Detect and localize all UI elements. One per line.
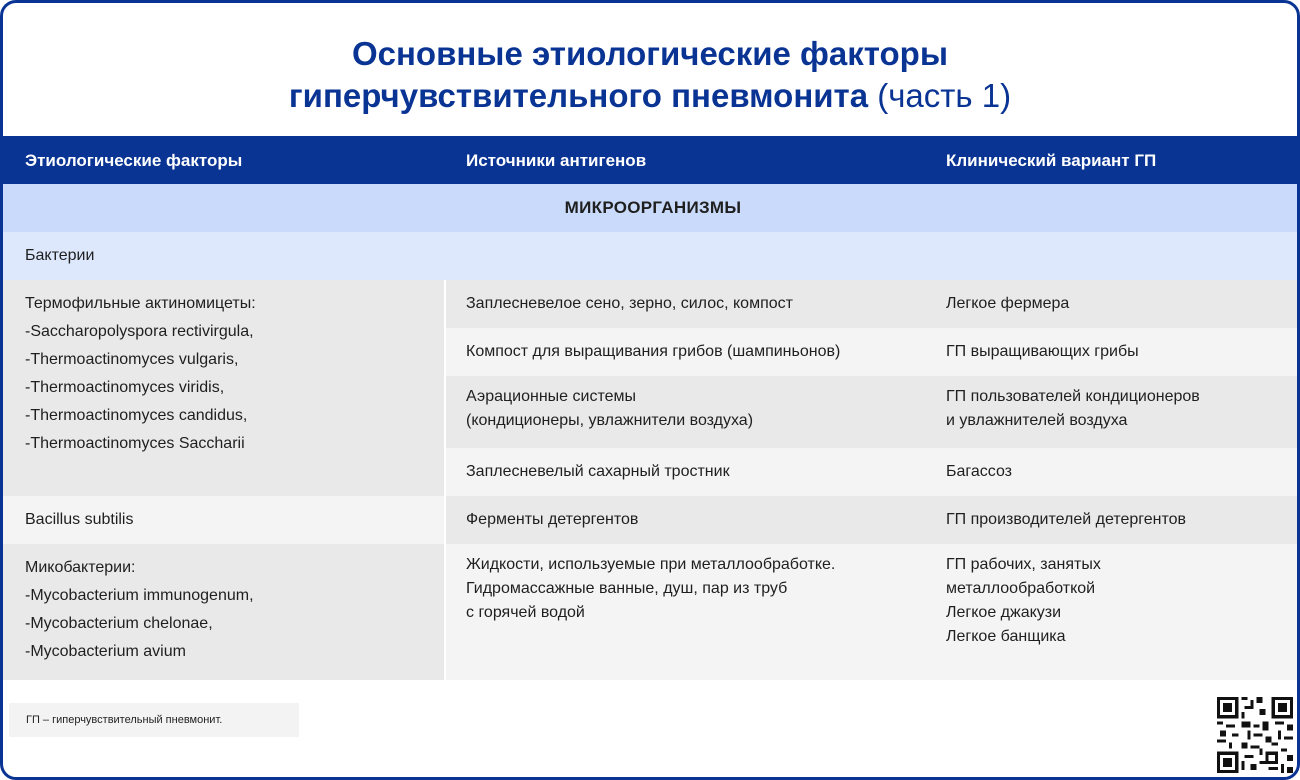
variant-cell bbox=[926, 448, 1300, 496]
factor-line: Термофильные актиномицеты: bbox=[25, 295, 256, 312]
variant-cell bbox=[926, 376, 1300, 448]
footnote: ГП – гиперчувствительный пневмонит. bbox=[9, 703, 299, 737]
factor-thermophilic bbox=[3, 280, 444, 496]
factor-bacillus bbox=[3, 496, 444, 544]
factor-line: -Mycobacterium chelonae, bbox=[25, 615, 213, 632]
title-line-2-bold: гиперчувствительного пневмонита bbox=[288, 77, 869, 114]
factor-line: Микобактерии: bbox=[25, 559, 136, 576]
source-text: Гидромассажные ванные, душ, пар из труб bbox=[466, 580, 788, 597]
factor-line: -Saccharopolyspora rectivirgula, bbox=[25, 323, 254, 340]
factor-line: -Thermoactinomyces vulgaris, bbox=[25, 351, 239, 368]
variant-text: Легкое банщика bbox=[946, 628, 1066, 645]
source-text: Заплесневелое сено, зерно, силос, компост bbox=[466, 295, 793, 312]
variant-text: и увлажнителей воздуха bbox=[946, 412, 1128, 429]
header-sources: Источники антигенов bbox=[466, 151, 647, 170]
factor-line: Bacillus subtilis bbox=[25, 511, 134, 528]
source-cell bbox=[446, 544, 926, 680]
variant-text: Легкое фермера bbox=[946, 295, 1070, 312]
source-text: Аэрационные системы bbox=[466, 388, 636, 405]
table-header bbox=[3, 136, 1300, 184]
factor-line: -Mycobacterium avium bbox=[25, 643, 186, 660]
qr-code-icon[interactable] bbox=[1217, 697, 1293, 773]
source-text: Заплесневелый сахарный тростник bbox=[466, 463, 730, 480]
factor-line: -Thermoactinomyces viridis, bbox=[25, 379, 225, 396]
variant-cell bbox=[926, 496, 1300, 544]
source-cell bbox=[446, 376, 926, 448]
source-cell bbox=[446, 448, 926, 496]
factor-mycobacteria bbox=[3, 544, 444, 680]
variant-cell bbox=[926, 328, 1300, 376]
header-factors: Этиологические факторы bbox=[25, 151, 243, 170]
variant-text: ГП пользователей кондиционеров bbox=[946, 388, 1200, 405]
factor-line: -Mycobacterium immunogenum, bbox=[25, 587, 254, 604]
source-text: Ферменты детергентов bbox=[466, 511, 639, 528]
variant-text: Багассоз bbox=[946, 463, 1013, 480]
source-text: (кондиционеры, увлажнители воздуха) bbox=[466, 412, 754, 429]
factor-line: -Thermoactinomyces Saccharii bbox=[25, 435, 245, 452]
variant-text: ГП рабочих, занятых bbox=[946, 556, 1101, 573]
section-microorganisms: МИКРООРГАНИЗМЫ bbox=[3, 184, 1300, 232]
title-line-1: Основные этиологические факторы bbox=[351, 35, 949, 72]
title-line-2-normal: (часть 1) bbox=[877, 77, 1012, 114]
header-variant: Клинический вариант ГП bbox=[946, 151, 1157, 170]
source-cell bbox=[446, 280, 926, 328]
source-cell bbox=[446, 496, 926, 544]
variant-cell bbox=[926, 544, 1300, 680]
variant-cell bbox=[926, 280, 1300, 328]
title-line-2 bbox=[3, 75, 1297, 117]
variant-text: Легкое джакузи bbox=[946, 604, 1062, 621]
source-text: Компост для выращивания грибов (шампиньонов) bbox=[466, 343, 841, 360]
subsection-bacteria: Бактерии bbox=[3, 232, 1300, 280]
variant-text: ГП выращивающих грибы bbox=[946, 343, 1139, 360]
page-title bbox=[3, 33, 1297, 117]
source-cell bbox=[446, 328, 926, 376]
source-text: Жидкости, используемые при металлообработке. bbox=[466, 556, 836, 573]
source-text: с горячей водой bbox=[466, 604, 585, 621]
variant-text: ГП производителей детергентов bbox=[946, 511, 1187, 528]
factor-line: -Thermoactinomyces candidus, bbox=[25, 407, 248, 424]
variant-text: металлообработкой bbox=[946, 580, 1096, 597]
